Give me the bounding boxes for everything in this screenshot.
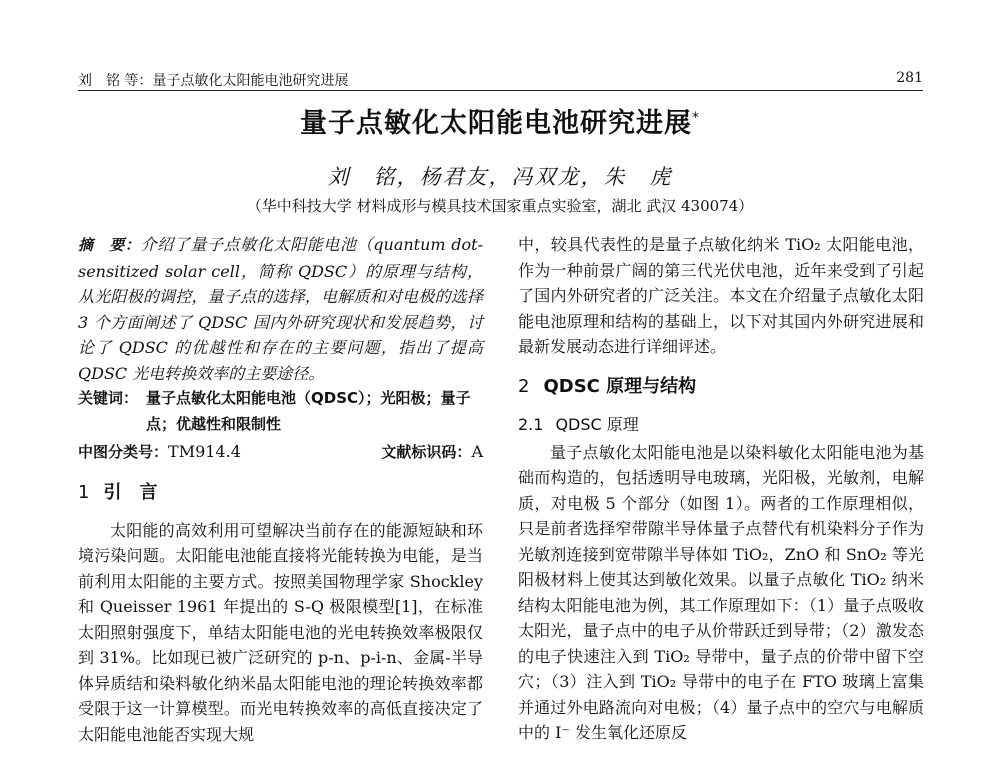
- keywords-text: 量子点敏化太阳能电池（QDSC）；光阳极；量子点；优越性和限制性: [146, 389, 471, 433]
- right-column: [518, 232, 924, 746]
- introduction-continuation: 中，较具代表性的是量子点敏化纳米 TiO₂ 太阳能电池，作为一种前景广阔的第三代光伏电池，近年来受到了引起了国内外研究者的广泛关注。本文在介绍量子点敏化太阳能电池原理和结构的基础上，以下对其国内外研究进展和最新发展动态进行详细评述。: [518, 235, 924, 356]
- clc-label: 中图分类号：: [78, 443, 169, 461]
- subsection-heading-principle: [518, 412, 924, 438]
- abstract: [78, 232, 483, 386]
- clc-value: TM914.4: [168, 442, 241, 461]
- section-title: QDSC 原理与结构: [543, 375, 697, 397]
- section-number: 1: [78, 481, 90, 503]
- paper-title: [0, 101, 1000, 140]
- paper-title-text: 量子点敏化太阳能电池研究进展: [300, 108, 692, 139]
- subsection-title: QDSC 原理: [555, 414, 639, 434]
- abstract-text: 介绍了量子点敏化太阳能电池（quantum dot-sensitized solar cell，简称 QDSC）的原理与结构，从光阳极的调控，量子点的选择，电解质和对电极的选择 3 个方面阐述了 QDSC 国内外研究现状和发展趋势，讨论了 QDSC 的优越性和存在的主要问题，指出了提高 QDSC 光电转换效率的主要途径。: [78, 235, 483, 383]
- title-footnote-mark: *: [692, 110, 700, 126]
- abstract-label: 摘 要：: [78, 236, 141, 254]
- subsection-number: 2.1: [518, 414, 544, 434]
- document-code-value: A: [471, 442, 483, 461]
- left-column: [78, 232, 483, 747]
- section-heading-introduction: [78, 478, 483, 508]
- document-code: [381, 439, 483, 466]
- introduction-paragraph: 太阳能的高效利用可望解决当前存在的能源短缺和环境污染问题。太阳能电池能直接将光能转换为电能，是当前利用太阳能的主要方式。按照美国物理学家 Shockley 和 Queisser 1961 年提出的 S-Q 极限模型[1]，在标准太阳照射强度下，单结太阳能电池的光电转换效率极限仅到 31%。比如现已被广泛研究的 p-n、p-i-n、金属-半导体异质结和染料敏化纳米晶太阳能电池的理论转换效率都受限于这一计算模型。而光电转换效率的高低直接决定了太阳能电池能否实现大规: [78, 520, 483, 744]
- keywords: [78, 386, 483, 437]
- author-list: 刘 铭，杨君友，冯双龙，朱 虎: [327, 165, 673, 189]
- principle-paragraph: 量子点敏化太阳能电池是以染料敏化太阳能电池为基础而构造的，包括透明导电玻璃，光阳极，光敏剂，电解质，对电极 5 个部分（如图 1）。两者的工作原理相似，只是前者选择窄带隙半导体量子点替代有机染料分子作为光敏剂连接到宽带隙半导体如 TiO₂，ZnO 和 SnO₂ 等光阳极材料上使其达到敏化效果。以量子点敏化 TiO₂ 纳米结构太阳能电池为例，其工作原理如下：（1）量子点吸收太阳光，量子点中的电子从价带跃迁到导带；（2）激发态的电子快速注入到 TiO₂ 导带中，量子点的价带中留下空穴；（3）注入到 TiO₂ 导带中的电子在 FTO 玻璃上富集并通过外电路流向对电极；（4）量子点中的空穴与电解质中的 I⁻ 发生氧化还原反: [518, 442, 924, 742]
- page-number: 281: [896, 70, 923, 86]
- section-title: 引 言: [103, 481, 158, 503]
- classification-row: [78, 439, 483, 466]
- affiliation: （华中科技大学 材料成形与模具技术国家重点实验室，湖北 武汉 430074）: [246, 197, 754, 215]
- clc-number: [78, 439, 241, 466]
- running-head: [78, 68, 923, 91]
- section-heading-principle-structure: [518, 372, 924, 402]
- document-code-label: 文献标识码：: [381, 443, 472, 461]
- section-number: 2: [518, 375, 530, 397]
- running-head-title: 刘 铭 等：量子点敏化太阳能电池研究进展: [78, 73, 349, 89]
- keywords-label: 关键词：: [78, 389, 139, 407]
